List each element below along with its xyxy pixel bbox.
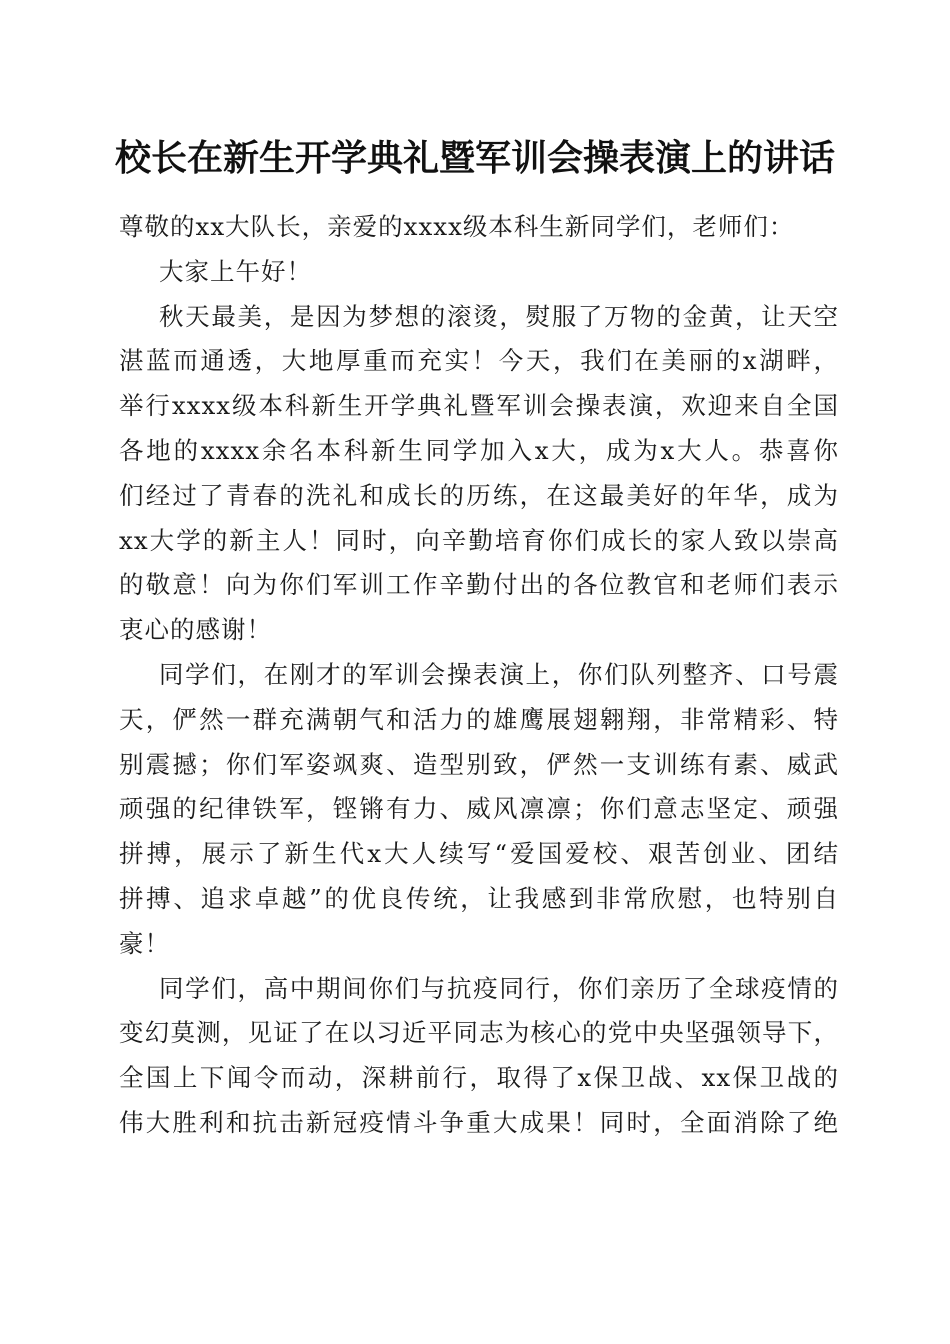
paragraph-1-line-2: 湛蓝而通透，大地厚重而充实！今天，我们在美丽的x湖畔， [119, 346, 839, 376]
paragraph-3-line-2: 变幻莫测，见证了在以习近平同志为核心的党中央坚强领导下， [119, 1018, 839, 1048]
document-title: 校长在新生开学典礼暨军训会操表演上的讲话 [114, 137, 835, 179]
paragraph-1-line-3: 举行xxxx级本科新生开学典礼暨军训会操表演，欢迎来自全国 [119, 391, 839, 421]
paragraph-3-line-1: 同学们，高中期间你们与抗疫同行，你们亲历了全球疫情的 [159, 973, 839, 1003]
document-body [119, 205, 839, 1146]
paragraph-1-line-5: 们经过了青春的洗礼和成长的历练，在这最美好的年华，成为 [119, 480, 839, 510]
greeting-line: 大家上午好！ [159, 256, 312, 286]
paragraph-2-line-6: 拼搏、追求卓越”的优良传统，让我感到非常欣慰，也特别自 [119, 883, 839, 913]
paragraph-1-line-1: 秋天最美，是因为梦想的滚烫，熨服了万物的金黄，让天空 [159, 301, 839, 331]
paragraph-2-line-4: 顽强的纪律铁军，铿锵有力、威风凛凛；你们意志坚定、顽强 [119, 794, 839, 824]
paragraph-2-line-2: 天，俨然一群充满朝气和活力的雄鹰展翅翱翔，非常精彩、特 [119, 704, 839, 734]
paragraph-2-line-1: 同学们，在刚才的军训会操表演上，你们队列整齐、口号震 [159, 659, 839, 689]
paragraph-1-line-7: 的敬意！向为你们军训工作辛勤付出的各位教官和老师们表示 [119, 570, 839, 600]
paragraph-1-line-4: 各地的xxxx余名本科新生同学加入x大，成为x大人。恭喜你 [119, 435, 839, 465]
paragraph-3-line-4: 伟大胜利和抗击新冠疫情斗争重大成果！同时，全面消除了绝 [119, 1107, 839, 1137]
salutation-line: 尊敬的xx大队长，亲爱的xxxx级本科生新同学们，老师们： [119, 212, 795, 241]
paragraph-2-line-5: 拼搏，展示了新生代x大人续写“爱国爱校、艰苦创业、团结 [119, 839, 839, 869]
paragraph-2-line-3: 别震撼；你们军姿飒爽、造型别致，俨然一支训练有素、威武 [119, 749, 839, 779]
paragraph-3-line-3: 全国上下闻令而动，深耕前行，取得了x保卫战、xx保卫战的 [119, 1063, 839, 1093]
paragraph-2-line-7: 豪！ [119, 928, 170, 958]
paragraph-1-line-6: xx大学的新主人！同时，向辛勤培育你们成长的家人致以崇高 [119, 525, 839, 555]
paragraph-1-line-8: 衷心的感谢！ [119, 615, 272, 645]
